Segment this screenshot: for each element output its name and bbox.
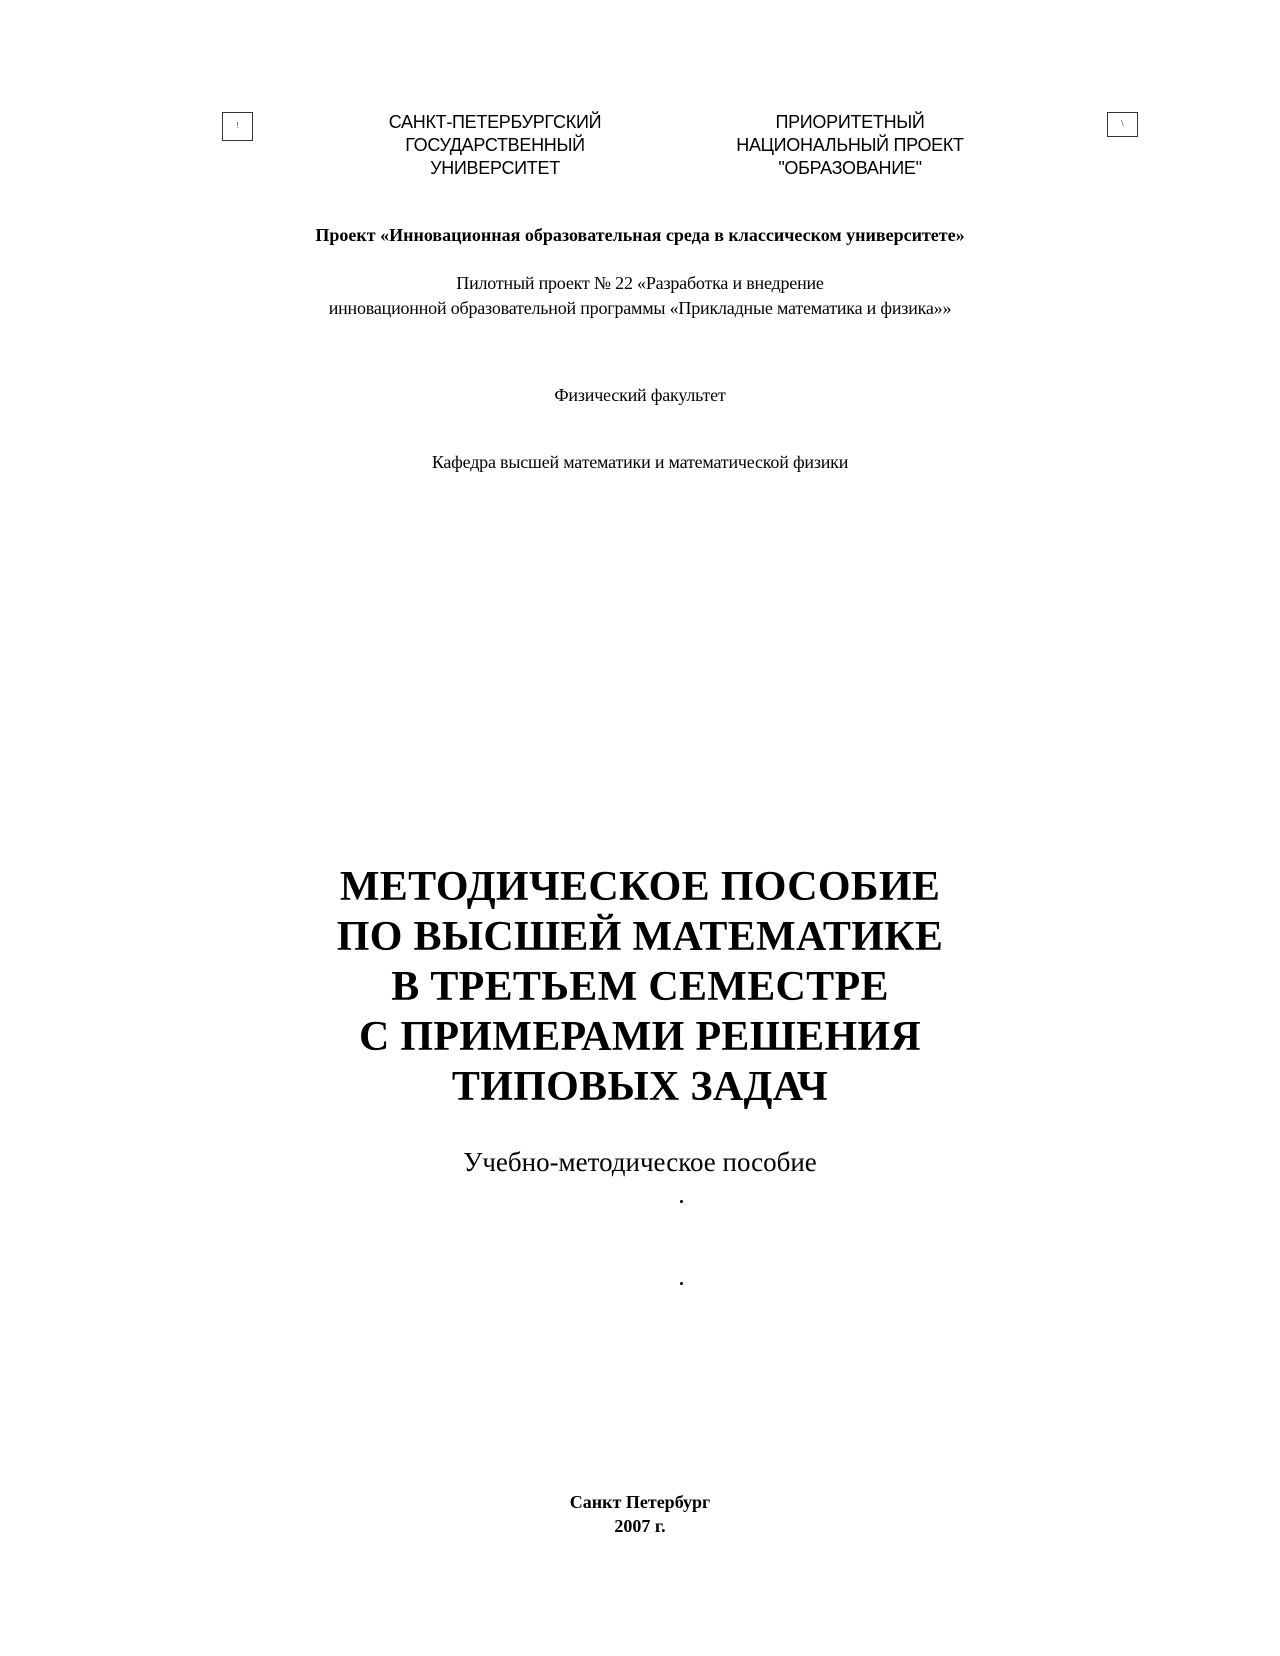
- subtitle: Учебно-методическое пособие: [463, 1147, 817, 1177]
- university-name-line: САНКТ-ПЕТЕРБУРГСКИЙ: [388, 112, 602, 132]
- faculty-name: Физический факультет: [554, 385, 726, 405]
- national-project-line: НАЦИОНАЛЬНЫЙ ПРОЕКТ: [736, 135, 964, 155]
- main-title-line: С ПРИМЕРАМИ РЕШЕНИЯ: [358, 1014, 922, 1060]
- publication-city: Санкт Петербург: [569, 1492, 711, 1512]
- national-project-name: [700, 111, 1000, 180]
- university-logo: !: [222, 112, 253, 141]
- department-name: Кафедра высшей математики и математической физики: [431, 452, 849, 472]
- main-title-line: МЕТОДИЧЕСКОЕ ПОСОБИЕ: [339, 864, 941, 910]
- pilot-project-line: инновационной образовательной программы «Прикладные математика и физика»»: [328, 298, 952, 318]
- university-name-line: УНИВЕРСИТЕТ: [430, 158, 560, 178]
- main-title-line: В ТРЕТЬЕМ СЕМЕСТРЕ: [391, 964, 889, 1010]
- main-title-line: ПО ВЫСШЕЙ МАТЕМАТИКЕ: [336, 914, 944, 960]
- publication-year: 2007 г.: [614, 1516, 666, 1536]
- dot-mark: [680, 1282, 683, 1285]
- publication-info: [0, 1490, 1280, 1538]
- dot-mark: [680, 1200, 683, 1203]
- national-project-line: ПРИОРИТЕТНЫЙ: [775, 112, 925, 132]
- project-title: Проект «Инновационная образовательная среда в классическом университете»: [315, 225, 965, 245]
- national-project-logo: \: [1107, 112, 1138, 137]
- pilot-project-line: Пилотный проект № 22 «Разработка и внедрение: [456, 273, 824, 293]
- main-title-line: ТИПОВЫХ ЗАДАЧ: [451, 1064, 829, 1110]
- main-title: [0, 862, 1280, 1112]
- university-name: [345, 111, 645, 180]
- pilot-project: [0, 271, 1280, 321]
- university-name-line: ГОСУДАРСТВЕННЫЙ: [405, 135, 585, 155]
- national-project-line: "ОБРАЗОВАНИЕ": [778, 158, 922, 178]
